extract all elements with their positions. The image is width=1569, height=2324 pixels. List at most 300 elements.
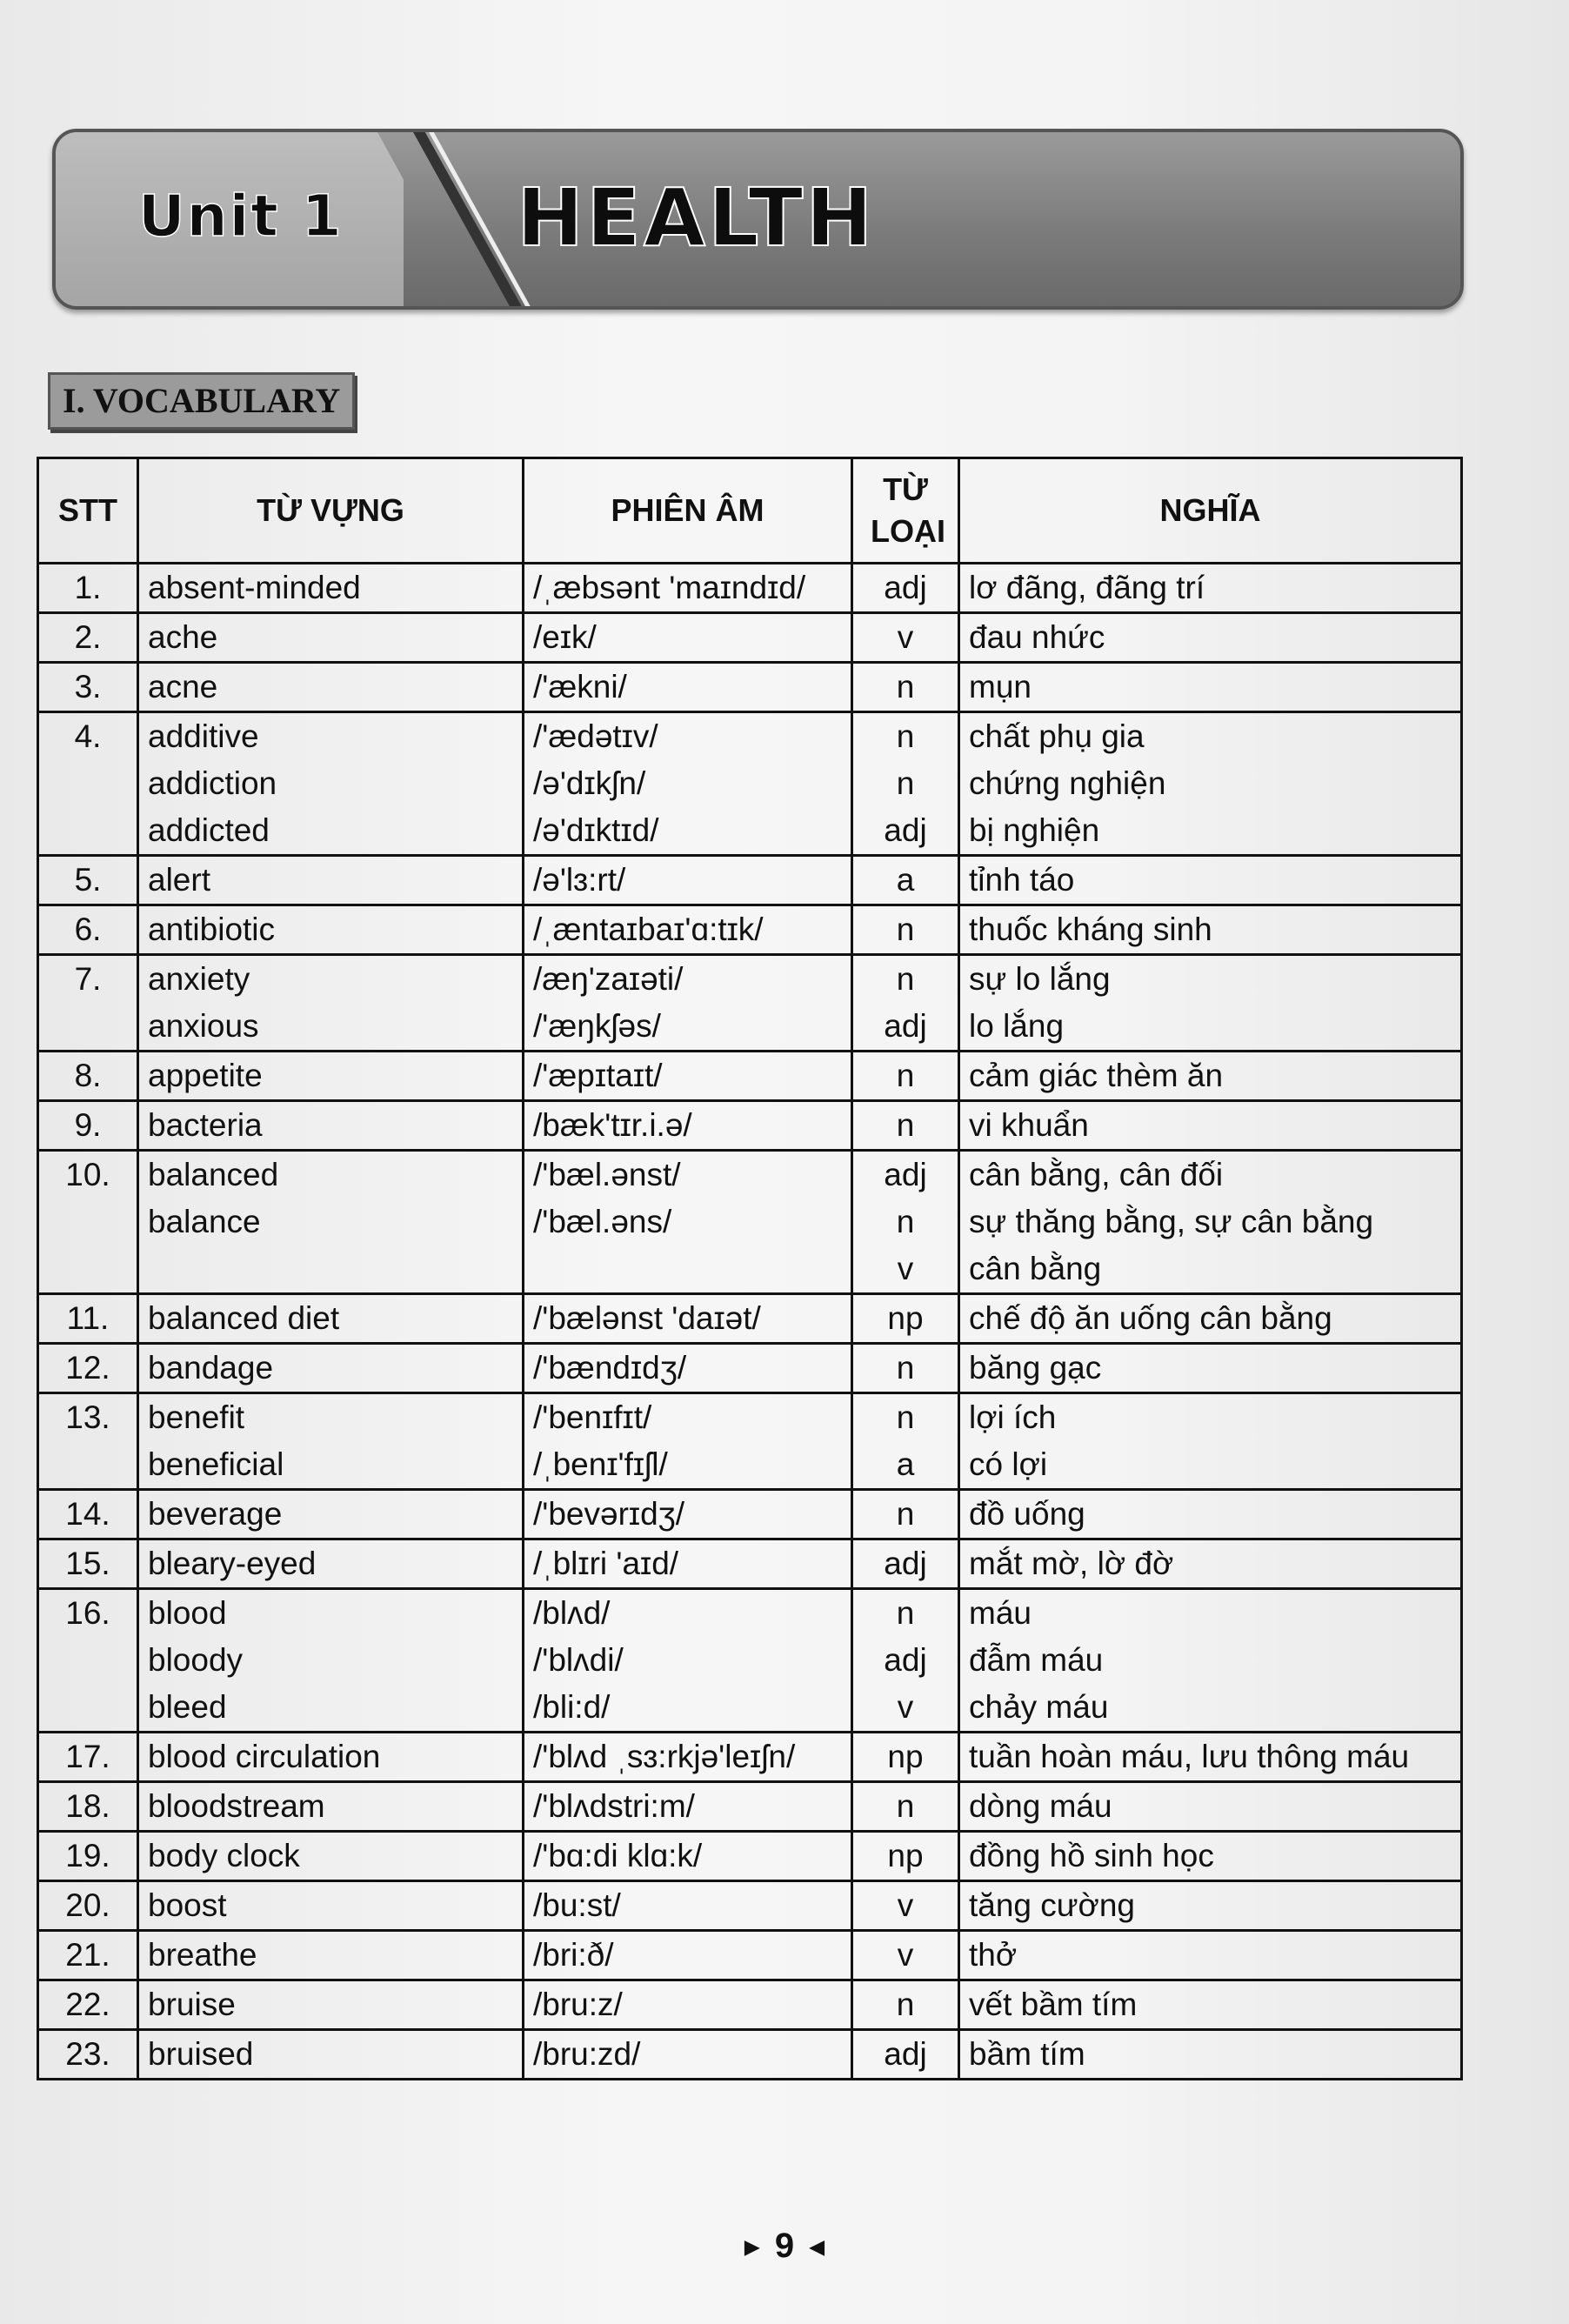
row-number: 3. xyxy=(74,669,102,705)
word-cell-line: bacteria xyxy=(148,1107,263,1143)
table-row xyxy=(38,564,1462,613)
table-row xyxy=(38,1490,1462,1539)
part-of-speech-cell-line: np xyxy=(887,1838,924,1873)
word-cell-line: body clock xyxy=(148,1838,300,1873)
pronunciation-cell xyxy=(524,1782,852,1832)
word-cell-line: balance xyxy=(148,1204,261,1239)
table-row xyxy=(38,1832,1462,1881)
word-cell xyxy=(138,712,524,856)
row-number-cell xyxy=(38,905,138,955)
meaning-cell xyxy=(959,1151,1462,1294)
word-cell xyxy=(138,1589,524,1733)
row-number-cell xyxy=(38,1881,138,1931)
part-of-speech-cell-line: n xyxy=(896,669,915,705)
meaning-cell-line: sự thăng bằng, sự cân bằng xyxy=(969,1204,1374,1239)
meaning-cell-line: máu xyxy=(969,1595,1032,1631)
part-of-speech-cell-line: n xyxy=(896,1496,915,1532)
word-cell xyxy=(138,1344,524,1393)
part-of-speech-cell xyxy=(852,955,959,1052)
part-of-speech-cell xyxy=(852,1733,959,1782)
pronunciation-cell xyxy=(524,1490,852,1539)
table-row xyxy=(38,1782,1462,1832)
word-cell-line: alert xyxy=(148,862,210,898)
word-cell xyxy=(138,1832,524,1881)
part-of-speech-cell xyxy=(852,613,959,663)
part-of-speech-cell-line: adj xyxy=(884,812,927,848)
row-number: 23. xyxy=(65,2036,110,2072)
meaning-cell-line: mắt mờ, lờ đờ xyxy=(969,1546,1174,1581)
pronunciation-cell xyxy=(524,905,852,955)
row-number-cell xyxy=(38,1490,138,1539)
meaning-cell-line: cảm giác thèm ăn xyxy=(969,1058,1224,1093)
row-number: 16. xyxy=(65,1595,110,1631)
meaning-cell xyxy=(959,1052,1462,1101)
word-cell xyxy=(138,613,524,663)
part-of-speech-cell-line: adj xyxy=(884,570,927,605)
part-of-speech-cell-line: adj xyxy=(884,1157,927,1192)
header-part-of-speech xyxy=(852,458,959,564)
row-number: 5. xyxy=(74,862,102,898)
row-number-cell xyxy=(38,955,138,1052)
meaning-cell-line: cân bằng, cân đối xyxy=(969,1157,1224,1192)
meaning-cell-line: thuốc kháng sinh xyxy=(969,912,1212,947)
pronunciation-cell xyxy=(524,1151,852,1294)
meaning-cell xyxy=(959,1393,1462,1490)
table-row xyxy=(38,1393,1462,1490)
pronunciation-cell xyxy=(524,1589,852,1733)
word-cell xyxy=(138,1980,524,2030)
table-row xyxy=(38,1294,1462,1344)
unit-banner xyxy=(52,129,1464,310)
meaning-cell-line: chất phụ gia xyxy=(969,718,1145,754)
word-cell-line: addiction xyxy=(148,765,277,801)
word-cell xyxy=(138,564,524,613)
part-of-speech-cell-line: n xyxy=(896,1350,915,1386)
table-row xyxy=(38,1733,1462,1782)
word-cell xyxy=(138,1931,524,1980)
word-cell-line: ache xyxy=(148,619,218,655)
part-of-speech-cell-line: adj xyxy=(884,1546,927,1581)
meaning-cell-line: đau nhức xyxy=(969,619,1105,655)
meaning-cell-line: lợi ích xyxy=(969,1399,1057,1435)
pronunciation-cell-line: /'bɑ:di klɑ:k/ xyxy=(533,1838,703,1873)
meaning-cell xyxy=(959,1980,1462,2030)
word-cell-line: boost xyxy=(148,1887,227,1923)
meaning-cell xyxy=(959,1782,1462,1832)
meaning-cell xyxy=(959,564,1462,613)
pronunciation-cell-line: /'bæl.əns/ xyxy=(533,1204,672,1239)
meaning-cell xyxy=(959,2030,1462,2080)
part-of-speech-cell-line: n xyxy=(896,1058,915,1093)
word-cell xyxy=(138,1393,524,1490)
pronunciation-cell-line: /ˌbenɪ'fɪʃl/ xyxy=(533,1446,668,1482)
part-of-speech-cell-line: n xyxy=(896,1788,915,1824)
word-cell xyxy=(138,1052,524,1101)
pronunciation-cell xyxy=(524,1294,852,1344)
pronunciation-cell xyxy=(524,1832,852,1881)
part-of-speech-cell xyxy=(852,1393,959,1490)
row-number: 1. xyxy=(74,570,102,605)
pronunciation-cell-line: /ˌæntaɪbaɪ'ɑ:tɪk/ xyxy=(533,912,764,947)
row-number: 11. xyxy=(66,1300,110,1336)
part-of-speech-cell xyxy=(852,1931,959,1980)
meaning-cell xyxy=(959,712,1462,856)
pronunciation-cell-line: /'benɪfɪt/ xyxy=(533,1399,652,1435)
word-cell-line xyxy=(148,1245,513,1292)
vocabulary-table-body xyxy=(38,564,1462,2080)
row-number-cell xyxy=(38,1052,138,1101)
pronunciation-cell-line: /'bændɪdʒ/ xyxy=(533,1350,687,1386)
word-cell-line: bleed xyxy=(148,1689,227,1725)
banner-divider xyxy=(404,129,523,310)
meaning-cell-line: mụn xyxy=(969,669,1032,705)
word-cell-line: balanced xyxy=(148,1157,279,1192)
part-of-speech-cell-line: n xyxy=(896,1107,915,1143)
pronunciation-cell xyxy=(524,856,852,905)
table-row xyxy=(38,1931,1462,1980)
row-number-cell xyxy=(38,1782,138,1832)
meaning-cell-line: dòng máu xyxy=(969,1788,1112,1824)
meaning-cell xyxy=(959,1344,1462,1393)
word-cell-line: bandage xyxy=(148,1350,274,1386)
table-row xyxy=(38,1980,1462,2030)
meaning-cell xyxy=(959,905,1462,955)
word-cell-line: antibiotic xyxy=(148,912,276,947)
pronunciation-cell xyxy=(524,712,852,856)
part-of-speech-cell xyxy=(852,1980,959,2030)
pronunciation-cell-line: /'blʌd ˌsɜ:rkjə'leɪʃn/ xyxy=(533,1739,796,1774)
part-of-speech-cell xyxy=(852,1539,959,1589)
pronunciation-cell-line xyxy=(533,1245,842,1292)
meaning-cell-line: chứng nghiện xyxy=(969,765,1166,801)
page-number: 9 xyxy=(774,2227,795,2265)
part-of-speech-cell-line: v xyxy=(897,1251,914,1286)
meaning-cell xyxy=(959,1539,1462,1589)
part-of-speech-cell xyxy=(852,1101,959,1151)
row-number: 12. xyxy=(65,1350,110,1386)
part-of-speech-cell-line: v xyxy=(897,1689,914,1725)
row-number-cell xyxy=(38,856,138,905)
meaning-cell-line: chế độ ăn uống cân bằng xyxy=(969,1300,1332,1336)
pronunciation-cell-line: /ə'lɜ:rt/ xyxy=(533,862,626,898)
pronunciation-cell xyxy=(524,2030,852,2080)
table-row xyxy=(38,663,1462,712)
pronunciation-cell xyxy=(524,1344,852,1393)
word-cell-line: acne xyxy=(148,669,218,705)
part-of-speech-cell-line: v xyxy=(897,1937,914,1973)
meaning-cell xyxy=(959,663,1462,712)
meaning-cell-line: tăng cường xyxy=(969,1887,1135,1923)
row-number-cell xyxy=(38,1832,138,1881)
table-row xyxy=(38,1151,1462,1294)
table-row xyxy=(38,1344,1462,1393)
pronunciation-cell-line: /bru:z/ xyxy=(533,1987,623,2022)
word-cell xyxy=(138,1881,524,1931)
unit-title: HEALTH xyxy=(517,171,876,264)
word-cell-line: additive xyxy=(148,718,259,754)
row-number-cell xyxy=(38,712,138,856)
pronunciation-cell-line: /eɪk/ xyxy=(533,619,597,655)
word-cell-line: addicted xyxy=(148,812,270,848)
row-number: 18. xyxy=(65,1788,110,1824)
word-cell-line: benefit xyxy=(148,1399,245,1435)
pronunciation-cell-line: /'bæl.ənst/ xyxy=(533,1157,681,1192)
word-cell xyxy=(138,905,524,955)
pronunciation-cell-line: /bu:st/ xyxy=(533,1887,621,1923)
row-number-cell xyxy=(38,1931,138,1980)
pronunciation-cell-line: /bæk'tɪr.i.ə/ xyxy=(533,1107,692,1143)
table-row xyxy=(38,905,1462,955)
meaning-cell-line: bầm tím xyxy=(969,2036,1085,2072)
word-cell-line: blood circulation xyxy=(148,1739,381,1774)
meaning-cell xyxy=(959,1589,1462,1733)
word-cell-line: bleary-eyed xyxy=(148,1546,317,1581)
word-cell-line: bloody xyxy=(148,1642,244,1678)
word-cell-line: bruised xyxy=(148,2036,254,2072)
table-row xyxy=(38,613,1462,663)
meaning-cell-line: sự lo lắng xyxy=(969,961,1111,997)
row-number: 22. xyxy=(65,1987,110,2022)
pronunciation-cell-line: /'æŋkʃəs/ xyxy=(533,1008,661,1044)
part-of-speech-cell xyxy=(852,1589,959,1733)
row-number-cell xyxy=(38,1393,138,1490)
part-of-speech-cell-line: np xyxy=(887,1300,924,1336)
part-of-speech-cell xyxy=(852,712,959,856)
word-cell xyxy=(138,1539,524,1589)
part-of-speech-cell-line: a xyxy=(896,862,915,898)
row-number: 17. xyxy=(65,1739,110,1774)
row-number-cell xyxy=(38,613,138,663)
part-of-speech-cell-line: n xyxy=(896,1595,915,1631)
meaning-cell xyxy=(959,613,1462,663)
pronunciation-cell-line: /æŋ'zaɪəti/ xyxy=(533,961,684,997)
part-of-speech-cell xyxy=(852,1490,959,1539)
word-cell-line: bloodstream xyxy=(148,1788,325,1824)
table-header-row xyxy=(38,458,1462,564)
word-cell-line: anxious xyxy=(148,1008,259,1044)
part-of-speech-cell-line: n xyxy=(896,1399,915,1435)
word-cell-line: appetite xyxy=(148,1058,263,1093)
part-of-speech-cell xyxy=(852,2030,959,2080)
pronunciation-cell xyxy=(524,1980,852,2030)
part-of-speech-cell xyxy=(852,1344,959,1393)
meaning-cell-line: vi khuẩn xyxy=(969,1107,1089,1143)
row-number-cell xyxy=(38,1151,138,1294)
row-number-cell xyxy=(38,1344,138,1393)
meaning-cell-line: bị nghiện xyxy=(969,812,1100,848)
pronunciation-cell-line: /ə'dɪkʃn/ xyxy=(533,765,646,801)
meaning-cell xyxy=(959,1881,1462,1931)
word-cell xyxy=(138,1151,524,1294)
meaning-cell xyxy=(959,1832,1462,1881)
pronunciation-cell-line: /bri:ð/ xyxy=(533,1937,614,1973)
pronunciation-cell-line: /bru:zd/ xyxy=(533,2036,641,2072)
row-number: 6. xyxy=(74,912,102,947)
row-number-cell xyxy=(38,1294,138,1344)
table-row xyxy=(38,955,1462,1052)
pronunciation-cell-line: /ə'dɪktɪd/ xyxy=(533,812,659,848)
table-row xyxy=(38,1101,1462,1151)
word-cell xyxy=(138,1490,524,1539)
row-number: 20. xyxy=(65,1887,110,1923)
word-cell-line: anxiety xyxy=(148,961,250,997)
pronunciation-cell xyxy=(524,1931,852,1980)
meaning-cell xyxy=(959,1490,1462,1539)
row-number-cell xyxy=(38,1589,138,1733)
meaning-cell-line: đồ uống xyxy=(969,1496,1085,1532)
table-row xyxy=(38,856,1462,905)
arrow-right-icon: ► xyxy=(739,2233,765,2262)
unit-label: Unit 1 xyxy=(138,183,344,250)
meaning-cell-line: băng gạc xyxy=(969,1350,1102,1386)
word-cell xyxy=(138,1294,524,1344)
part-of-speech-cell-line: n xyxy=(896,1204,915,1239)
part-of-speech-cell xyxy=(852,564,959,613)
pronunciation-cell xyxy=(524,1733,852,1782)
part-of-speech-cell-line: n xyxy=(896,1987,915,2022)
word-cell xyxy=(138,955,524,1052)
pronunciation-cell xyxy=(524,613,852,663)
arrow-left-icon: ◄ xyxy=(804,2233,830,2262)
part-of-speech-cell-line: n xyxy=(896,765,915,801)
pronunciation-cell-line: /'ædətɪv/ xyxy=(533,718,658,754)
meaning-cell xyxy=(959,1733,1462,1782)
meaning-cell xyxy=(959,955,1462,1052)
row-number-cell xyxy=(38,1101,138,1151)
meaning-cell-line: lo lắng xyxy=(969,1008,1065,1044)
meaning-cell xyxy=(959,1101,1462,1151)
pronunciation-cell xyxy=(524,1393,852,1490)
part-of-speech-cell-line: adj xyxy=(884,2036,927,2072)
word-cell-line: bruise xyxy=(148,1987,236,2022)
meaning-cell-line: tuần hoàn máu, lưu thông máu xyxy=(969,1739,1410,1774)
word-cell-line: absent-minded xyxy=(148,570,361,605)
table-row xyxy=(38,1589,1462,1733)
part-of-speech-cell-line: n xyxy=(896,961,915,997)
part-of-speech-cell xyxy=(852,905,959,955)
section-heading: I. VOCABULARY xyxy=(48,372,355,430)
meaning-cell-line: đồng hồ sinh học xyxy=(969,1838,1214,1873)
word-cell-line: blood xyxy=(148,1595,227,1631)
row-number: 21. xyxy=(65,1937,110,1973)
pronunciation-cell-line: /'blʌdi/ xyxy=(533,1642,624,1678)
pronunciation-cell-line: /'bevərɪdʒ/ xyxy=(533,1496,685,1532)
word-cell-line: beverage xyxy=(148,1496,283,1532)
pronunciation-cell xyxy=(524,1539,852,1589)
row-number: 14. xyxy=(65,1496,110,1532)
pronunciation-cell xyxy=(524,1101,852,1151)
pronunciation-cell-line: /blʌd/ xyxy=(533,1595,611,1631)
row-number: 19. xyxy=(65,1838,110,1873)
pronunciation-cell xyxy=(524,955,852,1052)
pronunciation-cell xyxy=(524,1052,852,1101)
word-cell-line: breathe xyxy=(148,1937,257,1973)
word-cell xyxy=(138,663,524,712)
pronunciation-cell-line: /'ækni/ xyxy=(533,669,627,705)
part-of-speech-cell xyxy=(852,856,959,905)
meaning-cell-line: thở xyxy=(969,1937,1018,1973)
row-number-cell xyxy=(38,2030,138,2080)
word-cell xyxy=(138,2030,524,2080)
meaning-cell-line: lơ đãng, đãng trí xyxy=(969,570,1205,605)
word-cell xyxy=(138,856,524,905)
pronunciation-cell xyxy=(524,1881,852,1931)
header-word: TỪ VỰNG xyxy=(138,458,524,564)
row-number-cell xyxy=(38,1539,138,1589)
header-stt: STT xyxy=(38,458,138,564)
row-number: 10. xyxy=(65,1157,110,1192)
word-cell xyxy=(138,1782,524,1832)
part-of-speech-cell-line: n xyxy=(896,718,915,754)
row-number-cell xyxy=(38,1733,138,1782)
row-number: 9. xyxy=(74,1107,102,1143)
header-pronunciation: PHIÊN ÂM xyxy=(524,458,852,564)
row-number: 15. xyxy=(65,1546,110,1581)
row-number: 4. xyxy=(74,718,102,754)
meaning-cell xyxy=(959,1294,1462,1344)
table-row xyxy=(38,2030,1462,2080)
pronunciation-cell-line: /bli:d/ xyxy=(533,1689,611,1725)
table-row xyxy=(38,1881,1462,1931)
meaning-cell-line: cân bằng xyxy=(969,1251,1102,1286)
row-number: 13. xyxy=(65,1399,110,1435)
meaning-cell xyxy=(959,1931,1462,1980)
vocabulary-table xyxy=(37,457,1463,2080)
meaning-cell xyxy=(959,856,1462,905)
table-row xyxy=(38,1052,1462,1101)
part-of-speech-cell-line: np xyxy=(887,1739,924,1774)
part-of-speech-cell-line: adj xyxy=(884,1008,927,1044)
part-of-speech-cell-line: n xyxy=(896,912,915,947)
header-pos-label: TỪ LOẠI xyxy=(871,471,945,549)
pronunciation-cell-line: /'blʌdstri:m/ xyxy=(533,1788,695,1824)
word-cell-line: balanced diet xyxy=(148,1300,340,1336)
part-of-speech-cell xyxy=(852,1832,959,1881)
table-row xyxy=(38,1539,1462,1589)
meaning-cell-line: tỉnh táo xyxy=(969,862,1075,898)
word-cell-line: beneficial xyxy=(148,1446,284,1482)
part-of-speech-cell-line: adj xyxy=(884,1642,927,1678)
meaning-cell-line: chảy máu xyxy=(969,1689,1109,1725)
row-number: 2. xyxy=(74,619,102,655)
part-of-speech-cell-line: v xyxy=(897,619,914,655)
pronunciation-cell-line: /'æpɪtaɪt/ xyxy=(533,1058,663,1093)
pronunciation-cell-line: /ˌæbsənt 'maɪndɪd/ xyxy=(533,570,806,605)
row-number: 7. xyxy=(74,961,102,997)
meaning-cell-line: vết bầm tím xyxy=(969,1987,1138,2022)
pronunciation-cell xyxy=(524,564,852,613)
pronunciation-cell xyxy=(524,663,852,712)
word-cell xyxy=(138,1733,524,1782)
part-of-speech-cell xyxy=(852,1151,959,1294)
pronunciation-cell-line: /ˌblɪri 'aɪd/ xyxy=(533,1546,679,1581)
part-of-speech-cell-line: v xyxy=(897,1887,914,1923)
row-number-cell xyxy=(38,1980,138,2030)
meaning-cell-line: đẫm máu xyxy=(969,1642,1104,1678)
row-number-cell xyxy=(38,564,138,613)
part-of-speech-cell-line: a xyxy=(896,1446,915,1482)
row-number: 8. xyxy=(74,1058,102,1093)
part-of-speech-cell xyxy=(852,1782,959,1832)
table-row xyxy=(38,712,1462,856)
part-of-speech-cell xyxy=(852,663,959,712)
meaning-cell-line: có lợi xyxy=(969,1446,1048,1482)
part-of-speech-cell xyxy=(852,1294,959,1344)
word-cell xyxy=(138,1101,524,1151)
page-footer xyxy=(0,2227,1569,2266)
part-of-speech-cell xyxy=(852,1052,959,1101)
header-meaning: NGHĨA xyxy=(959,458,1462,564)
